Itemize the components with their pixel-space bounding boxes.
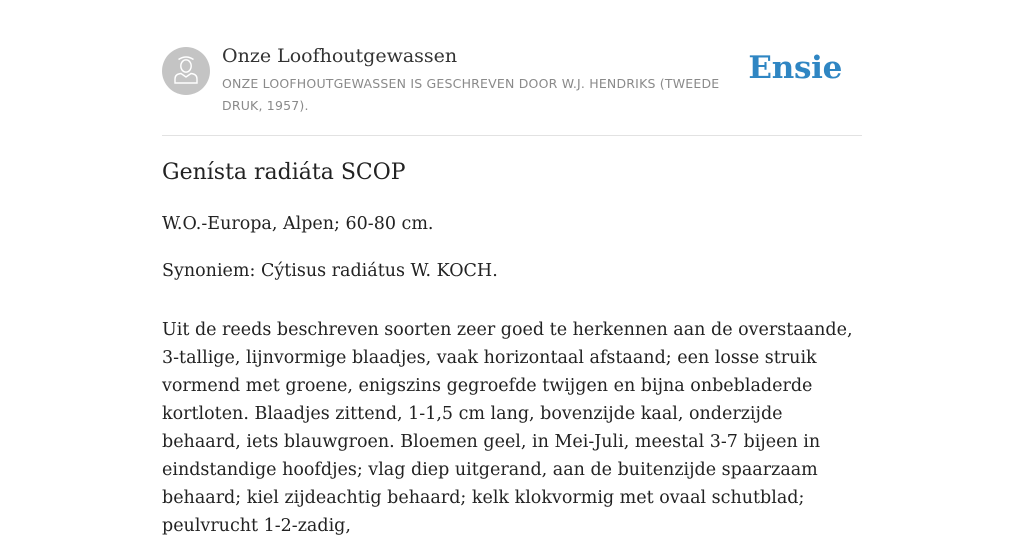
source-header xyxy=(162,0,862,136)
user-silhouette-icon xyxy=(162,47,210,95)
headword: Genísta radiáta SCOP xyxy=(162,160,406,185)
ensie-logo[interactable]: Ensie xyxy=(748,50,842,86)
page-content xyxy=(162,0,862,536)
avatar[interactable] xyxy=(162,47,210,95)
description-text: Uit de reeds beschreven soorten zeer goed te herkennen aan de overstaande, 3-tallige, lijnvormige blaadjes, vaak horizontaal afstaand; een losse struik vormend met groene, enigszins gegroefde twijgen en bijna onbebladerde kortloten. Blaadjes zittend, 1-1,5 cm lang, bovenzijde kaal, onderzijde behaard, iets blauwgroen. Bloemen geel, in Mei-Juli, meestal 3-7 bijeen in eindstandige hoofdjes; vlag diep uitgerand, aan de buitenzijde spaarzaam behaard; kiel zijdeachtig behaard; kelk klokvormig met ovaal schutblad; peulvrucht 1-2-zadig, xyxy=(162,320,853,536)
distribution-text: W.O.-Europa, Alpen; 60-80 cm. xyxy=(162,214,434,234)
synonym-text: Synoniem: Cýtisus radiátus W. KOCH. xyxy=(162,261,498,281)
source-title[interactable]: Onze Loofhoutgewassen xyxy=(222,45,458,67)
source-description: ONZE LOOFHOUTGEWASSEN IS GESCHREVEN DOOR W.J. HENDRIKS (TWEEDE DRUK, 1957). xyxy=(222,76,720,113)
